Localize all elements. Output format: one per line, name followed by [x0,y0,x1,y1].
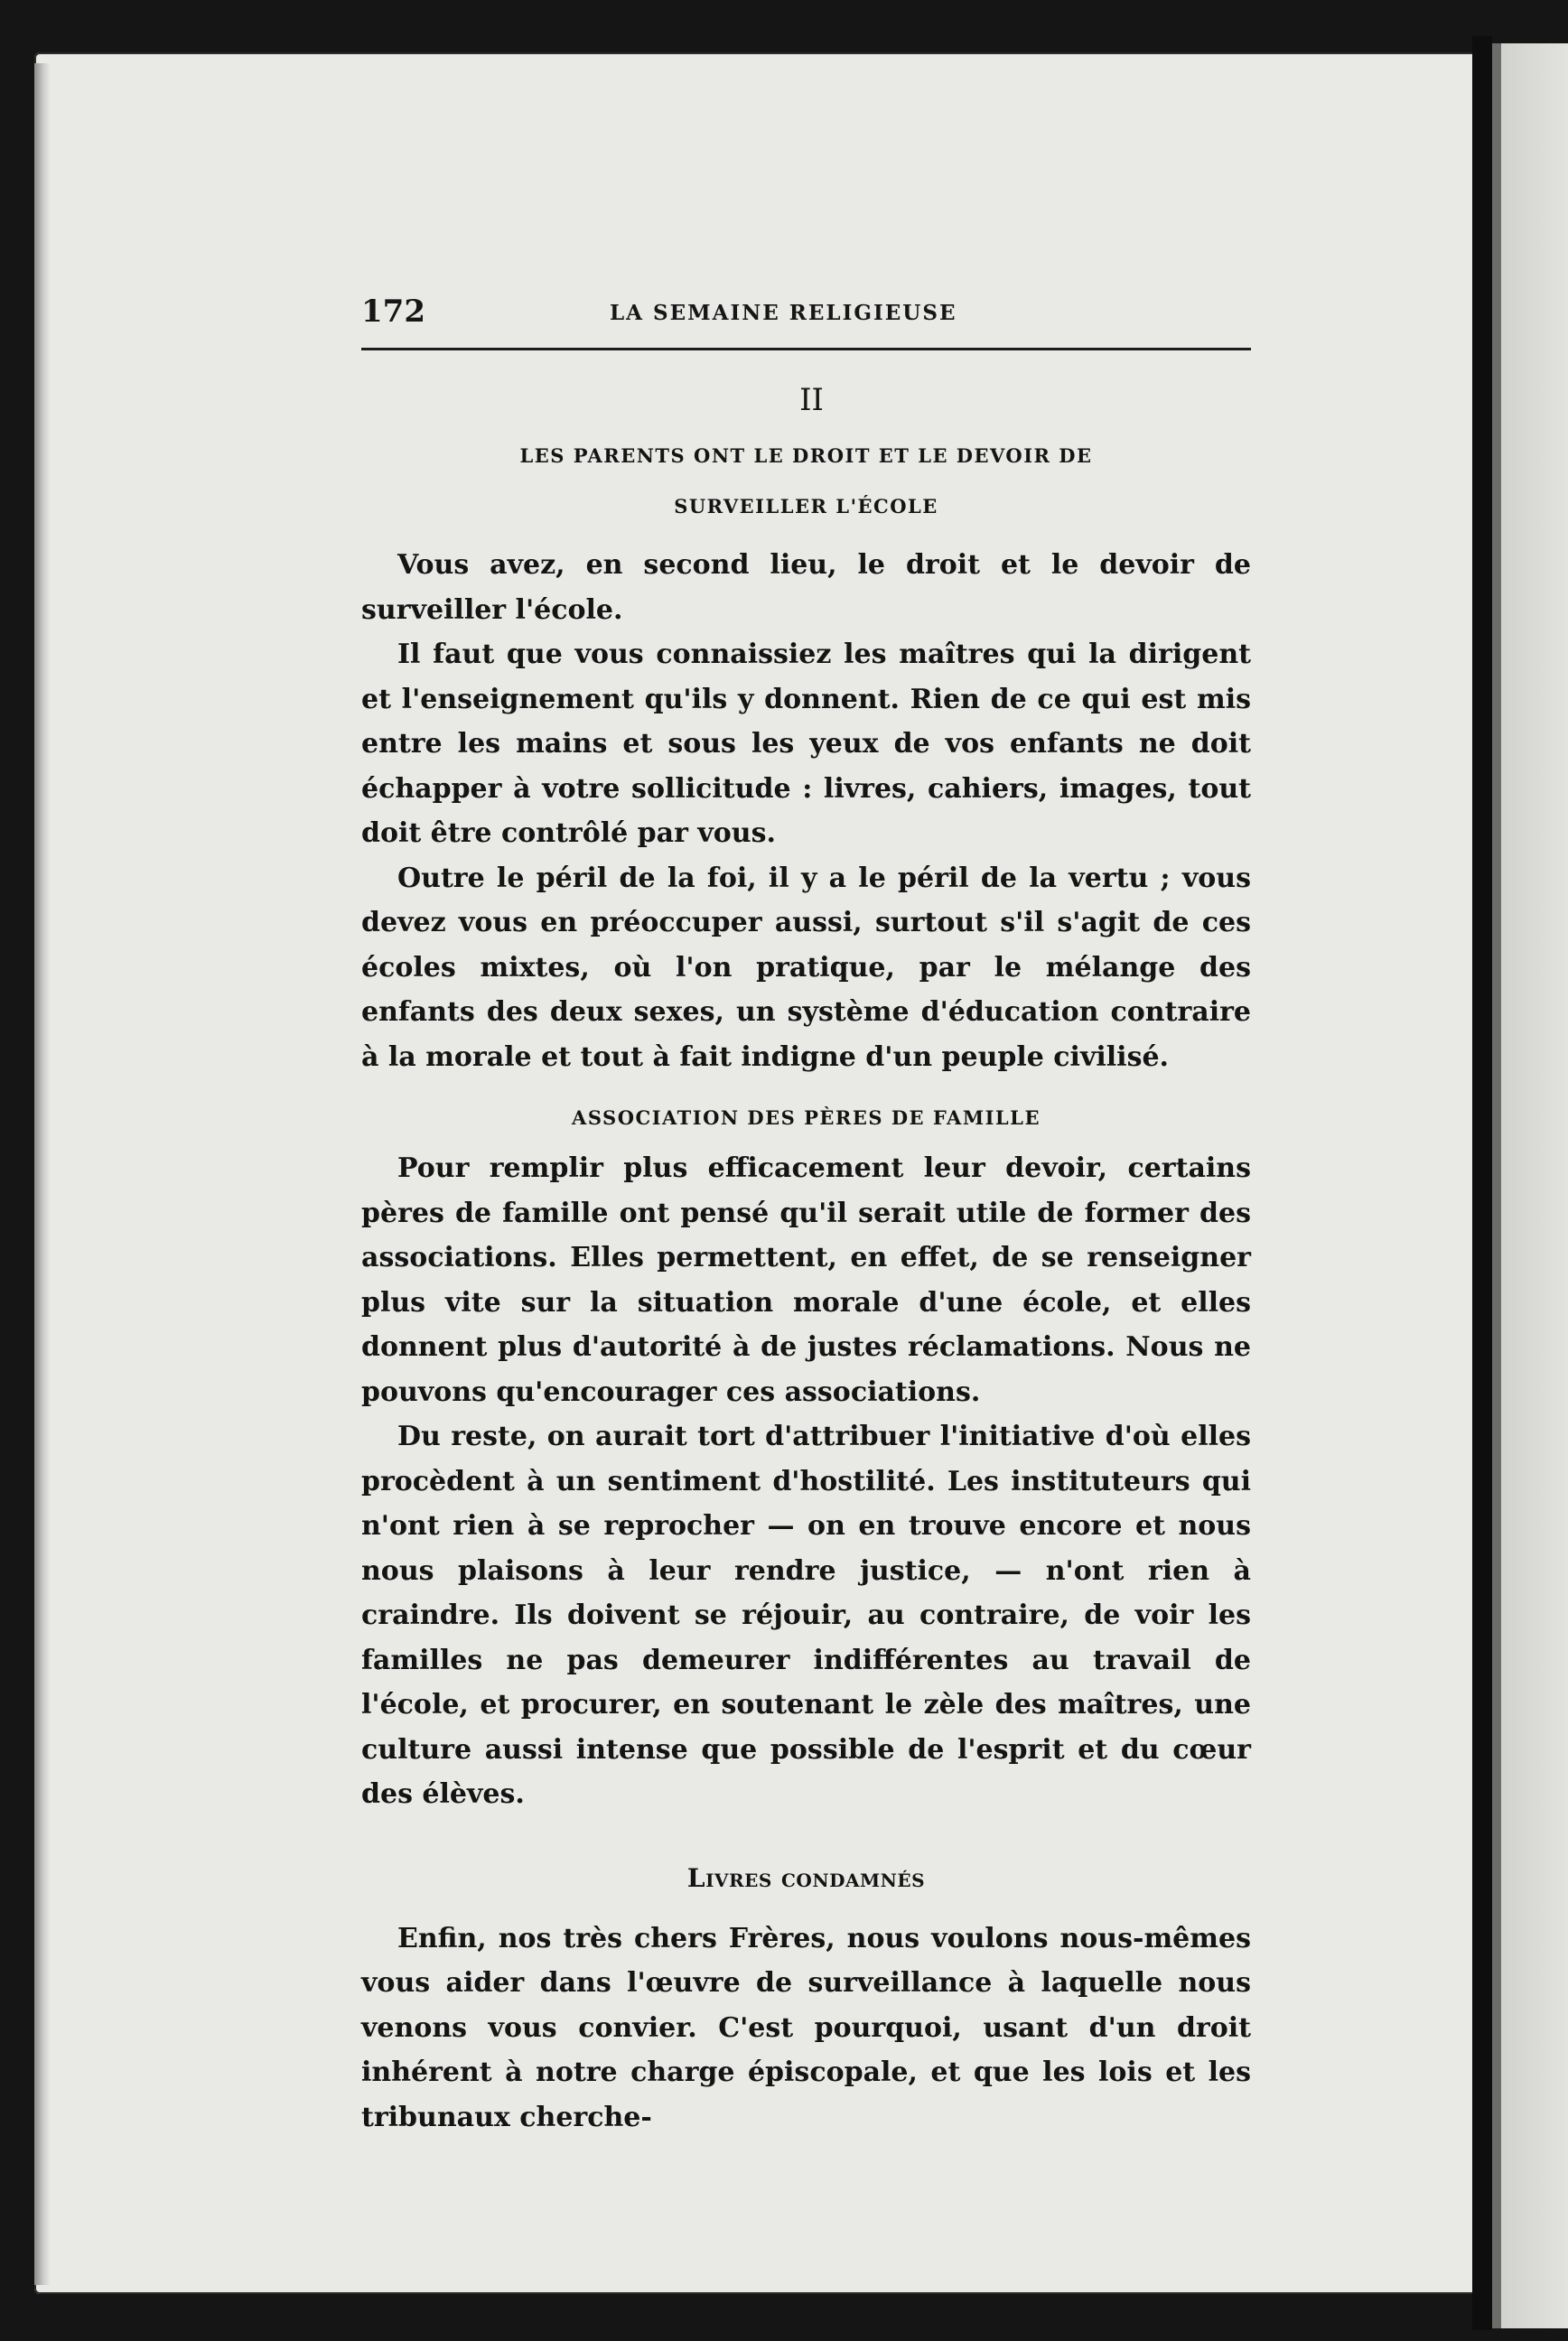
association-heading: ASSOCIATION DES PÈRES DE FAMILLE [572,1106,1041,1129]
page-edge-shadow [34,63,51,2285]
header-rule [361,348,1251,350]
section-heading-line-2: SURVEILLER L'ÉCOLE [674,495,938,518]
page-number: 172 [361,294,425,330]
page-body [361,375,1251,2140]
paragraph: Du reste, on aurait tort d'attribuer l'initiative d'où elles procèdent à un sentiment d'hostilité. Les instituteurs qui n'ont rien à se reprocher — on en trouve encore et nous nous plaisons à leur rendre justice, — n'ont rien à craindre. Ils doivent se réjouir, au contraire, de voir les familles ne pas demeurer indifférentes au travail de l'école, et procurer, en soutenant le zèle des maîtres, une culture aussi intense que possible de l'esprit et du cœur des élèves. [361,1421,1251,1810]
section-numeral: II [799,382,824,418]
livres-heading: Livres condamnés [686,1862,926,1893]
paragraph: Pour remplir plus efficacement leur devoir, certains pères de famille ont pensé qu'il serait utile de former des associations. Elles permettent, en effet, de se renseigner plus vite sur la situation morale d'une école, et elles donnent plus d'autorité à de justes réclamations. Nous ne pouvons qu'encourager ces associations. [361,1152,1251,1408]
running-head [361,294,1251,339]
adjacent-page-shadow [1492,43,1501,2328]
running-title: LA SEMAINE RELIGIEUSE [610,301,957,325]
paragraph: Vous avez, en second lieu, le droit et le devoir de surveiller l'école. [361,549,1251,626]
paragraph: Outre le péril de la foi, il y a le péril de la vertu ; vous devez vous en préoccuper aussi, surtout s'il s'agit de ces écoles mixtes, où l'on pratique, par le mélange des enfants des deux sexes, un système d'éducation contraire à la morale et tout à fait indigne d'un peuple civilisé. [361,862,1251,1073]
section-heading-line-1: LES PARENTS ONT LE DROIT ET LE DEVOIR DE [519,444,1093,467]
adjacent-page [1492,43,1568,2328]
paragraph: Il faut que vous connaissiez les maîtres qui la dirigent et l'enseignement qu'ils y donnent. Rien de ce qui est mis entre les mains et sous les yeux de vos enfants ne doit échapper à votre sollicitude : livres, cahiers, images, tout doit être contrôlé par vous. [361,639,1251,849]
paragraph: Enfin, nos très chers Frères, nous voulons nous-mêmes vous aider dans l'œuvre de surveillance à laquelle nous venons vous convier. C'est pourquoi, usant d'un droit inhérent à notre charge épiscopale, et que les lois et les tribunaux cherche- [361,1922,1251,2133]
book-gutter [1472,36,1492,2330]
